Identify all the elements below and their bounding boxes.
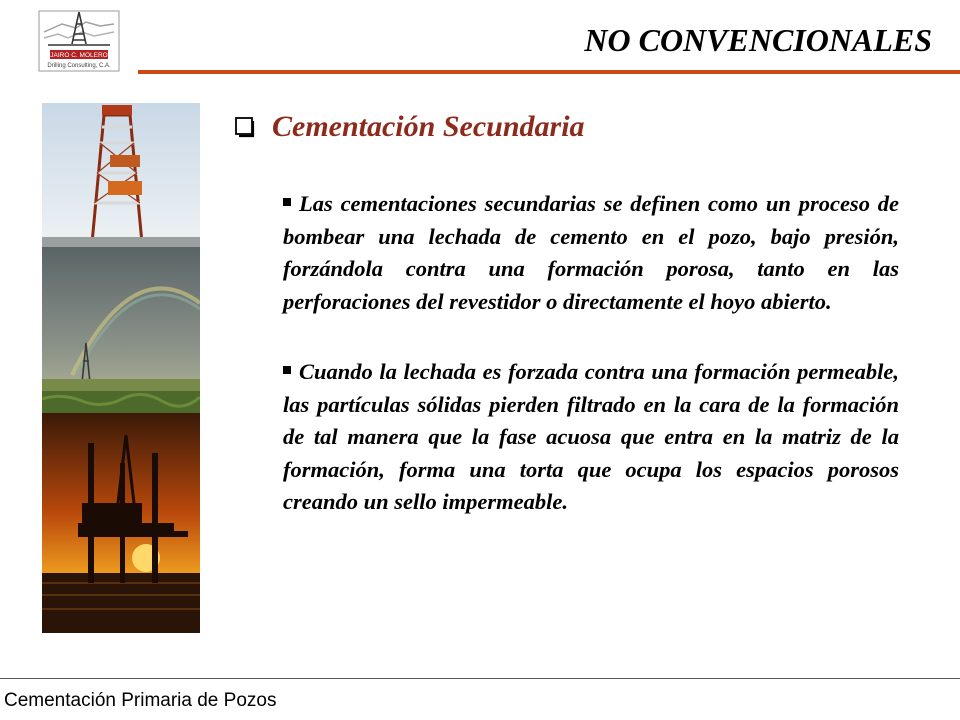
logo-name-text: JAIRO C. MOLERO (50, 52, 108, 59)
section-heading (234, 110, 585, 144)
section-heading-text: Cementación Secundaria (272, 110, 585, 143)
rainbow-rig-field-photo (42, 247, 200, 413)
bullet-text: Las cementaciones secundarias se definen como un proceso de bombear una lechada de cemento en el pozo, bajo presión, forzándola contra una formación porosa, tanto en las perforaciones del revestidor o directamente el hoyo abierto. (283, 191, 899, 314)
photo-strip (42, 103, 200, 633)
bullet-list (283, 188, 899, 557)
footer-divider (0, 678, 960, 679)
square-bullet-icon (283, 366, 291, 374)
drilling-rig-photo (42, 103, 200, 247)
company-logo (38, 10, 120, 72)
checkbox-bullet-icon (234, 116, 256, 138)
square-bullet-icon (283, 198, 291, 206)
title-underline (138, 70, 960, 74)
list-item (283, 188, 899, 318)
logo-company-text: Drilling Consulting, C.A. (47, 63, 111, 69)
page-title: NO CONVENCIONALES (584, 22, 932, 58)
footer-text: Cementación Primaria de Pozos (4, 690, 277, 711)
list-item (283, 356, 899, 519)
bullet-text: Cuando la lechada es forzada contra una formación permeable, las partículas sólidas pierden filtrado en la cara de la formación de tal manera que la fase acuosa que entra en la matriz de la formación, forma una torta que ocupa los espacios porosos creando un sello impermeable. (283, 359, 899, 514)
offshore-platform-sunset-photo (42, 413, 200, 633)
